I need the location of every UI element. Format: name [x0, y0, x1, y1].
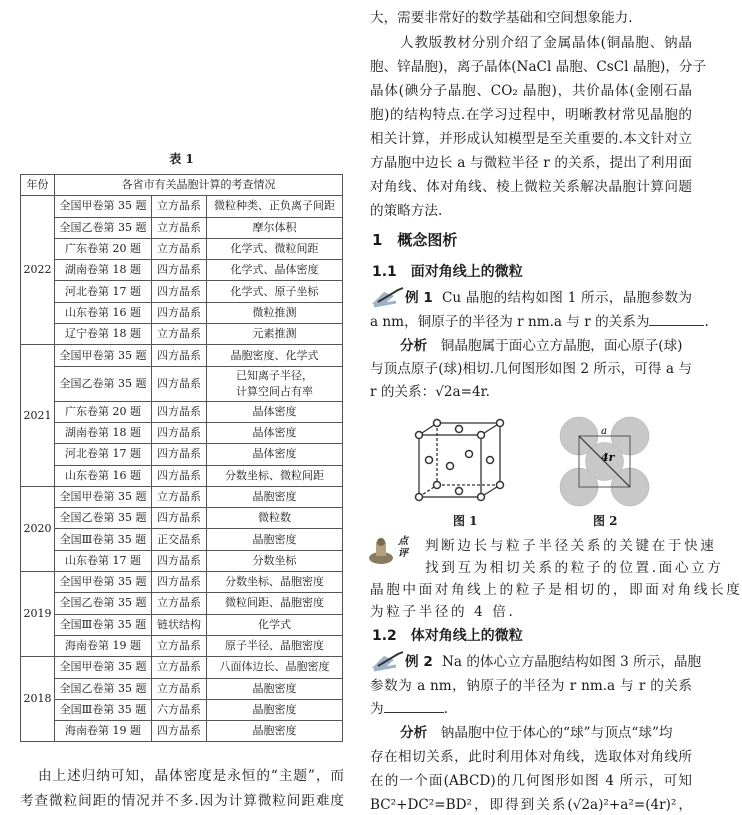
exam-paper-cell: 全国乙卷第 35 题: [55, 508, 152, 529]
topic-cell: 化学式: [207, 614, 343, 635]
crystal-system-cell: 四方晶系: [152, 345, 207, 366]
crystal-system-cell: 四方晶系: [152, 422, 207, 443]
subsection-heading: 1.1 面对角线上的微粒: [372, 264, 523, 280]
topic-cell: 原子半径、晶胞密度: [207, 635, 343, 656]
exam-paper-cell: 山东卷第 16 题: [55, 465, 152, 486]
topic-cell: 晶体密度: [207, 444, 343, 465]
table-row: [21, 635, 343, 656]
topic-cell: 晶胞密度、化学式: [207, 345, 343, 366]
example-1-line: [370, 313, 709, 331]
figure-2-caption: 图 2: [593, 514, 618, 528]
side-a-label: a: [601, 426, 607, 437]
topic-cell: 微粒间距、晶胞密度: [207, 593, 343, 614]
analysis-1-line: 与顶点原子(球)相切.几何图形如图 2 所示，可得 a 与: [370, 361, 692, 377]
crystal-system-cell: 立方晶系: [152, 593, 207, 614]
exam-paper-cell: 全国乙卷第 35 题: [55, 366, 152, 401]
topic-cell: 分数坐标、晶胞密度: [207, 572, 343, 593]
exam-paper-cell: 全国乙卷第 35 题: [55, 593, 152, 614]
example-1-line: [405, 289, 692, 307]
example-1-text: Cu 晶胞的结构如图 1 所示，晶胞参数为: [442, 290, 692, 306]
table-row: [21, 721, 343, 742]
analysis-text: 钠晶胞中位于体心的“球”与顶点“球”均: [440, 725, 673, 741]
analysis-2-line: 在的一个面(ABCD)的几何图形如图 4 所示，可知: [370, 773, 692, 789]
crystal-system-cell: 四方晶系: [152, 465, 207, 486]
table-row: [21, 345, 343, 366]
table-row: [21, 486, 343, 507]
exam-paper-cell: 山东卷第 16 题: [55, 302, 152, 323]
comment-figure-icon: [368, 536, 396, 566]
analysis-label: 分析: [400, 338, 428, 354]
topic-cell: 分数坐标、微粒间距: [207, 465, 343, 486]
crystal-system-cell: 立方晶系: [152, 486, 207, 507]
table-row: [21, 422, 343, 443]
crystal-system-cell: 四方晶系: [152, 508, 207, 529]
pencil-icon: [370, 286, 406, 308]
year-cell: 2020: [21, 486, 55, 571]
comment-line: 找到互为相切关系的粒子的位置.面心立方: [425, 560, 724, 576]
exam-paper-cell: 全国甲卷第 35 题: [55, 196, 152, 217]
crystal-system-cell: 立方晶系: [152, 196, 207, 217]
crystal-system-cell: 链状结构: [152, 614, 207, 635]
topic-cell: 分数坐标: [207, 550, 343, 571]
crystal-system-cell: 四方晶系: [152, 572, 207, 593]
table-row: [21, 324, 343, 345]
intro-line: 相关计算，并形成认知模型是至关重要的.本文针对立: [370, 131, 692, 147]
intro-line: 的策略方法.: [370, 203, 443, 219]
intro-line: 晶体(碘分子晶胞、CO₂ 晶胞)，共价晶体(金刚石晶: [370, 83, 692, 99]
year-cell: 2018: [21, 657, 55, 742]
table-row: [21, 281, 343, 302]
table-row: [21, 699, 343, 720]
left-paragraph-line: 考查微粒间距的情况并不多.因为计算微粒间距难度: [20, 793, 344, 809]
subsection-heading: 1.2 体对角线上的微粒: [372, 628, 523, 644]
analysis-text: 铜晶胞属于面心立方晶胞，面心原子(球): [440, 338, 683, 354]
example-2-line: 参数为 a nm，钠原子的半径为 r nm.a 与 r 的关系: [370, 678, 692, 694]
exam-paper-cell: 全国甲卷第 35 题: [55, 486, 152, 507]
table-row: [21, 366, 343, 401]
crystal-system-cell: 四方晶系: [152, 721, 207, 742]
crystal-system-cell: 立方晶系: [152, 635, 207, 656]
topic-cell: 元素推测: [207, 324, 343, 345]
answer-blank: [649, 313, 704, 326]
table-row: [21, 529, 343, 550]
exam-paper-cell: 河北卷第 17 题: [55, 281, 152, 302]
crystal-system-cell: 正交晶系: [152, 529, 207, 550]
year-cell: 2021: [21, 345, 55, 486]
exam-paper-cell: 海南卷第 19 题: [55, 721, 152, 742]
analysis-2-line: [400, 724, 692, 742]
period: .: [704, 314, 709, 330]
topic-cell: 八面体边长、晶胞密度: [207, 657, 343, 678]
intro-line: 人教版教材分别介绍了金属晶体(铜晶胞、钠晶: [400, 35, 692, 51]
crystal-system-cell: 四方晶系: [152, 281, 207, 302]
exam-paper-cell: 广东卷第 20 题: [55, 401, 152, 422]
section-heading: 1 概念图析: [372, 231, 458, 249]
topic-cell: 化学式、微粒间距: [207, 238, 343, 259]
intro-line: 大，需要非常好的数学基础和空间想象能力.: [370, 10, 633, 26]
year-cell: 2019: [21, 572, 55, 657]
table-row: [21, 593, 343, 614]
exam-paper-cell: 全国甲卷第 35 题: [55, 657, 152, 678]
table-row: [21, 508, 343, 529]
table-row: [21, 465, 343, 486]
crystal-system-cell: 六方晶系: [152, 699, 207, 720]
fcc-cube-figure: [415, 415, 530, 505]
table-caption: 表 1: [169, 152, 194, 166]
exam-paper-cell: 全国甲卷第 35 题: [55, 572, 152, 593]
table-row: [21, 657, 343, 678]
topic-cell: 晶胞密度: [207, 529, 343, 550]
analysis-label: 分析: [400, 725, 428, 741]
intro-line: 胞、锌晶胞)，离子晶体(NaCl 晶胞、CsCl 晶胞)，分子: [370, 59, 707, 75]
topic-cell: 晶胞密度: [207, 678, 343, 699]
pencil-icon: [370, 650, 406, 672]
diagonal-4r-label: 4r: [601, 451, 615, 464]
figure-1-caption: 图 1: [453, 514, 478, 528]
left-paragraph-line: 由上述归纳可知，晶体密度是永恒的“主题”，而: [38, 768, 344, 784]
topic-cell: 已知离子半径， 计算空间占有率: [207, 366, 343, 401]
table-row: [21, 260, 343, 281]
topic-cell: 微粒种类、正负离子间距: [207, 196, 343, 217]
exam-paper-cell: 全国Ⅲ卷第 35 题: [55, 699, 152, 720]
topic-cell: 晶体密度: [207, 422, 343, 443]
answer-blank: [384, 700, 444, 713]
intro-line: 胞)的结构特点.在学习过程中，明晰教材常见晶胞的: [370, 107, 692, 123]
exam-paper-cell: 湖南卷第 18 题: [55, 260, 152, 281]
comment-line: 晶胞中面对角线上的粒子是相切的，即面对角线长度: [370, 582, 742, 598]
exam-paper-cell: 辽宁卷第 18 题: [55, 324, 152, 345]
topic-cell: 化学式、晶体密度: [207, 260, 343, 281]
topic-cell: 摩尔体积: [207, 217, 343, 238]
header-title: 各省市有关晶胞计算的考查情况: [55, 175, 343, 196]
exam-paper-cell: 海南卷第 19 题: [55, 635, 152, 656]
table-row: [21, 196, 343, 217]
topic-cell: 晶胞密度: [207, 486, 343, 507]
crystal-system-cell: 立方晶系: [152, 238, 207, 259]
table-row: [21, 238, 343, 259]
intro-line: 方晶胞中边长 a 与微粒半径 r 的关系，提出了利用面: [370, 155, 692, 171]
example-2-line: [370, 700, 448, 718]
crystal-system-cell: 四方晶系: [152, 260, 207, 281]
table-row: [21, 302, 343, 323]
exam-paper-cell: 全国Ⅲ卷第 35 题: [55, 614, 152, 635]
analysis-1-line: [400, 337, 692, 355]
example-2-label: 例 2: [405, 654, 433, 670]
example-2-text: 为: [370, 701, 384, 717]
crystal-system-cell: 立方晶系: [152, 324, 207, 345]
year-cell: 2022: [21, 196, 55, 345]
exam-paper-cell: 全国甲卷第 35 题: [55, 345, 152, 366]
exam-paper-cell: 全国Ⅲ卷第 35 题: [55, 529, 152, 550]
crystal-system-cell: 立方晶系: [152, 217, 207, 238]
topic-cell: 化学式、原子坐标: [207, 281, 343, 302]
table-row: [21, 550, 343, 571]
crystal-system-cell: 四方晶系: [152, 401, 207, 422]
topic-cell: 微粒推测: [207, 302, 343, 323]
analysis-2-line: 存在相切关系，此时利用体对角线，选取体对角线所: [370, 749, 692, 765]
exam-paper-cell: 广东卷第 20 题: [55, 238, 152, 259]
crystal-system-cell: 立方晶系: [152, 657, 207, 678]
example-2-line: [405, 653, 702, 671]
table-row: [21, 444, 343, 465]
example-1-label: 例 1: [405, 290, 433, 306]
topic-cell: 微粒数: [207, 508, 343, 529]
comment-label: 点评: [398, 536, 408, 559]
crystal-system-cell: 四方晶系: [152, 302, 207, 323]
table-row: [21, 572, 343, 593]
example-2-text: Na 的体心立方晶胞结构如图 3 所示，晶胞: [442, 654, 702, 670]
crystal-system-cell: 四方晶系: [152, 444, 207, 465]
crystal-system-cell: 四方晶系: [152, 366, 207, 401]
comment-line: 判断边长与粒子半径关系的关键在于快速: [425, 538, 717, 554]
exam-paper-cell: 全国乙卷第 35 题: [55, 678, 152, 699]
table-row: [21, 614, 343, 635]
topic-cell: 晶体密度: [207, 401, 343, 422]
exam-table: [20, 174, 343, 742]
example-1-text: a nm，铜原子的半径为 r nm.a 与 r 的关系为: [370, 314, 650, 330]
exam-paper-cell: 山东卷第 17 题: [55, 550, 152, 571]
table-row: [21, 401, 343, 422]
topic-cell: 晶胞密度: [207, 699, 343, 720]
topic-cell: 晶胞密度: [207, 721, 343, 742]
intro-line: 对角线、体对角线、棱上微粒关系解决晶胞计算问题: [370, 179, 692, 195]
analysis-1-line: r 的关系：√2a=4r.: [370, 384, 490, 400]
table-row: [21, 217, 343, 238]
exam-paper-cell: 湖南卷第 18 题: [55, 422, 152, 443]
face-diagonal-figure: [557, 414, 653, 508]
table-header-row: [21, 175, 343, 196]
exam-paper-cell: 全国乙卷第 35 题: [55, 217, 152, 238]
header-year: 年份: [21, 175, 55, 196]
period: .: [443, 701, 448, 717]
crystal-system-cell: 四方晶系: [152, 550, 207, 571]
analysis-2-line: BC²+DC²=BD²，即得到关系(√2a)²+a²=(4r)²，: [370, 797, 692, 813]
crystal-system-cell: 立方晶系: [152, 678, 207, 699]
comment-line: 为粒子半径的 4 倍.: [370, 604, 516, 620]
exam-paper-cell: 河北卷第 17 题: [55, 444, 152, 465]
table-row: [21, 678, 343, 699]
